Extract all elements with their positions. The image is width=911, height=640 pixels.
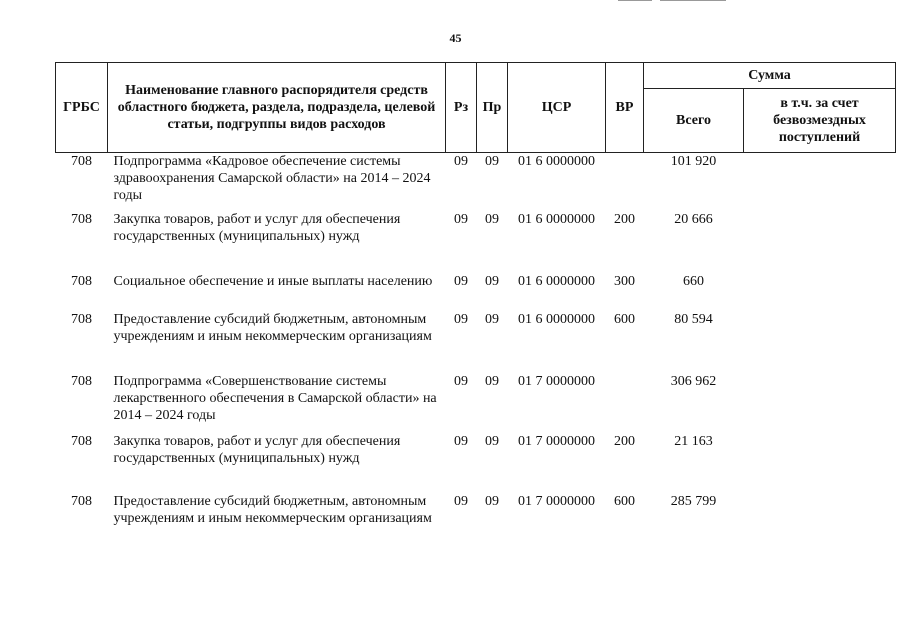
table-row	[56, 273, 896, 311]
row-total: 80 594	[674, 311, 713, 327]
header-summa: Сумма	[644, 63, 896, 89]
row-total: 306 962	[670, 373, 717, 389]
row-gratuitous	[744, 273, 896, 311]
row-grbs: 708	[71, 211, 92, 227]
row-gratuitous	[744, 373, 896, 433]
row-vr: 200	[614, 211, 635, 227]
scan-artifact-line	[660, 0, 726, 1]
row-vr: 600	[614, 311, 635, 327]
header-name: Наименование главного распорядителя средств областного бюджета, раздела, подраздела, целевой статьи, подгруппы видов расходов	[108, 63, 446, 153]
page-number: 45	[449, 31, 462, 45]
row-gratuitous	[744, 433, 896, 493]
row-vr	[606, 373, 644, 433]
table-row	[56, 311, 896, 373]
row-gratuitous	[744, 211, 896, 273]
row-total: 21 163	[674, 433, 713, 449]
row-vr: 300	[614, 273, 635, 289]
row-rz: 09	[454, 273, 468, 289]
table-row	[56, 493, 896, 563]
row-total: 20 666	[674, 211, 713, 227]
row-vr	[606, 153, 644, 211]
row-grbs: 708	[71, 154, 92, 169]
row-rz: 09	[454, 311, 468, 327]
table-row	[56, 373, 896, 433]
row-pr: 09	[485, 373, 499, 389]
table-row	[56, 433, 896, 493]
row-gratuitous	[744, 153, 896, 211]
table-body	[56, 153, 896, 563]
row-pr: 09	[485, 154, 499, 169]
row-rz: 09	[454, 373, 468, 389]
row-name: Социальное обеспечение и иные выплаты населению	[113, 273, 433, 289]
row-name: Предоставление субсидий бюджетным, автономным учреждениям и иным некоммерческим организациям	[113, 493, 432, 526]
table-row	[56, 153, 896, 211]
row-grbs: 708	[71, 433, 92, 449]
row-total: 660	[683, 273, 704, 289]
budget-table	[55, 62, 896, 563]
row-grbs: 708	[71, 373, 92, 389]
row-csr: 01 7 0000000	[518, 373, 595, 389]
row-vr: 200	[614, 433, 635, 449]
table-row	[56, 211, 896, 273]
row-grbs: 708	[71, 311, 92, 327]
table-header	[56, 63, 896, 153]
row-name: Закупка товаров, работ и услуг для обеспечения государственных (муниципальных) нужд	[113, 211, 401, 244]
scan-artifact-line	[618, 0, 652, 1]
row-csr: 01 7 0000000	[518, 493, 595, 509]
row-rz: 09	[454, 211, 468, 227]
row-pr: 09	[485, 211, 499, 227]
row-rz: 09	[454, 433, 468, 449]
row-gratuitous	[744, 493, 896, 563]
header-grbs: ГРБС	[56, 63, 108, 153]
row-csr: 01 6 0000000	[518, 311, 595, 327]
row-pr: 09	[485, 273, 499, 289]
row-csr: 01 6 0000000	[518, 154, 595, 169]
header-total: Всего	[644, 89, 744, 153]
row-vr: 600	[614, 493, 635, 509]
row-csr: 01 7 0000000	[518, 433, 595, 449]
header-csr: ЦСР	[508, 63, 606, 153]
row-pr: 09	[485, 433, 499, 449]
row-name: Закупка товаров, работ и услуг для обеспечения государственных (муниципальных) нужд	[113, 433, 401, 466]
row-name: Предоставление субсидий бюджетным, автономным учреждениям и иным некоммерческим организациям	[113, 311, 432, 344]
header-vr: ВР	[606, 63, 644, 153]
row-csr: 01 6 0000000	[518, 273, 595, 289]
row-grbs: 708	[71, 493, 92, 509]
row-grbs: 708	[71, 273, 92, 289]
header-gratuitous: в т.ч. за счет безвозмездных поступлений	[744, 89, 896, 153]
row-rz: 09	[454, 493, 468, 509]
row-total: 101 920	[670, 154, 717, 169]
row-pr: 09	[485, 493, 499, 509]
row-name: Подпрограмма «Кадровое обеспечение системы здравоохранения Самарской области» на 2014 – 2024 годы	[113, 154, 431, 203]
row-csr: 01 6 0000000	[518, 211, 595, 227]
row-total: 285 799	[670, 493, 717, 509]
row-name: Подпрограмма «Совершенствование системы лекарственного обеспечения в Самарской области» на 2014 – 2024 годы	[113, 373, 437, 423]
header-rz: Рз	[446, 63, 477, 153]
row-rz: 09	[454, 154, 468, 169]
header-pr: Пр	[477, 63, 508, 153]
row-gratuitous	[744, 311, 896, 373]
row-pr: 09	[485, 311, 499, 327]
